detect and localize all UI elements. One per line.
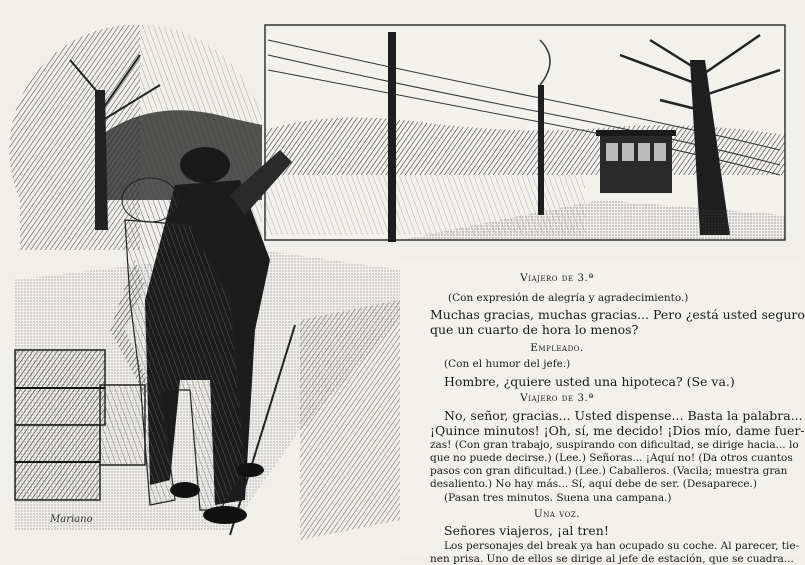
stage-direction: (Con expresión de alegría y agradecimiento.) (448, 292, 689, 304)
dialogue-line: Hombre, ¿quiere usted una hipoteca? (Se va.) (444, 374, 735, 389)
character-heading: Viajero de 3.ª (520, 392, 594, 404)
character-heading: Viajero de 3.ª (520, 272, 594, 284)
dialogue-line: Señores viajeros, ¡al tren! (444, 523, 609, 538)
stage-direction: pasos con gran dificultad.) (Lee.) Caballeros. (Vacila; muestra gran (430, 465, 788, 477)
landscape-panel (265, 25, 785, 242)
dialogue-line: No, señor, gracias... Usted dispense... Basta la palabra... (444, 408, 803, 423)
tram-car (596, 130, 676, 193)
stage-direction: (Pasan tres minutos. Suena una campana.) (444, 492, 672, 504)
narration-line: Los personajes del break ya han ocupado su coche. Al parecer, tie- (444, 540, 800, 552)
narration-line: nen prisa. Uno de ellos se dirige al jefe de estación, que se cuadra... (430, 553, 794, 565)
dialogue-line: ¡Quince minutos! ¡Oh, sí, me decido! ¡Dios mío, dame fuer- (430, 423, 805, 438)
dialogue-line: Muchas gracias, muchas gracias... Pero ¿está usted seguro (430, 307, 805, 322)
stage-direction: que no puede decirse.) (Lee.) Señoras... ¡Aquí no! (Da otros cuantos (430, 452, 793, 464)
text-column (400, 262, 805, 565)
stage-direction: (Con el humor del jefe.) (444, 358, 571, 370)
stage-direction: zas! (Con gran trabajo, suspirando con dificultad, se dirige hacia... lo (430, 439, 799, 451)
character-heading: Empleado. (530, 342, 584, 354)
stage-direction: desaliento.) No hay más... Sí, aquí debe de ser. (Desaparece.) (430, 478, 757, 490)
character-heading: Una voz. (533, 508, 581, 520)
artist-signature: Mariano (50, 514, 93, 525)
dialogue-line: que un cuarto de hora lo menos? (430, 322, 639, 337)
